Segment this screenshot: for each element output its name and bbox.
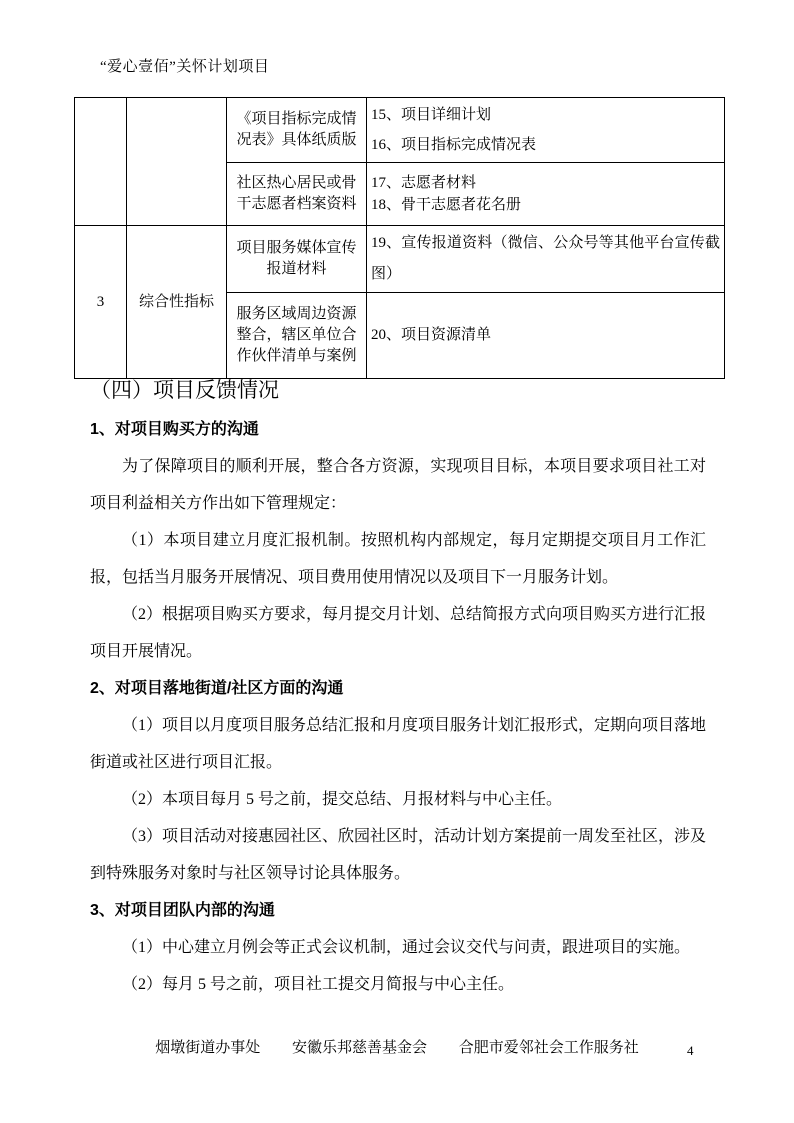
table-cell-material: 社区热心居民或骨干志愿者档案资料 bbox=[227, 163, 367, 226]
subsection-title-3: 3、对项目团队内部的沟通 bbox=[90, 902, 275, 919]
paragraph: （3）项目活动对接惠园社区、欣园社区时，活动计划方案提前一周发至社区，涉及到特殊服务对象时与社区领导讨论具体服务。 bbox=[90, 828, 707, 882]
table-cell-items bbox=[367, 163, 725, 226]
paragraph: （2）根据项目购买方要求，每月提交月计划、总结简报方式向项目购买方进行汇报项目开展情况。 bbox=[90, 606, 707, 660]
paragraph: （2）每月 5 号之前，项目社工提交月简报与中心主任。 bbox=[122, 976, 515, 993]
table-item: 20、项目资源清单 bbox=[371, 327, 492, 343]
table-item: 16、项目指标完成情况表 bbox=[371, 137, 537, 153]
table-row bbox=[75, 226, 725, 293]
section-heading: （四）项目反馈情况 bbox=[90, 378, 279, 402]
table-cell-category-empty bbox=[127, 98, 227, 226]
table-cell-category: 综合性指标 bbox=[127, 226, 227, 379]
paragraph: （1）中心建立月例会等正式会议机制，通过会议交代与问责，跟进项目的实施。 bbox=[122, 939, 691, 956]
footer-organizations bbox=[0, 1036, 794, 1057]
table-cell-material: 项目服务媒体宣传报道材料 bbox=[227, 226, 367, 293]
table-cell-items bbox=[367, 293, 725, 379]
subsection-title-2: 2、对项目落地街道/社区方面的沟通 bbox=[90, 680, 344, 697]
subsection-title-1: 1、对项目购买方的沟通 bbox=[90, 421, 259, 438]
paragraph: （2）本项目每月 5 号之前，提交总结、月报材料与中心主任。 bbox=[122, 791, 563, 808]
document-header-title: “爱心壹佰”关怀计划项目 bbox=[100, 59, 270, 75]
table-cell-material: 《项目指标完成情况表》具体纸质版 bbox=[227, 98, 367, 163]
table-item: 15、项目详细计划 bbox=[371, 107, 492, 123]
table-item: 18、骨干志愿者花名册 bbox=[371, 197, 522, 213]
table-cell-material: 服务区域周边资源整合，辖区单位合作伙伴清单与案例 bbox=[227, 293, 367, 379]
paragraph: （1）本项目建立月度汇报机制。按照机构内部规定，每月定期提交项目月工作汇报，包括当月服务开展情况、项目费用使用情况以及项目下一月服务计划。 bbox=[90, 532, 706, 586]
main-content bbox=[90, 370, 706, 1003]
table-item: 19、宣传报道资料（微信、公众号等其他平台宣传截图） bbox=[371, 235, 720, 282]
footer-org: 合肥市爱邻社会工作服务社 bbox=[458, 1040, 639, 1056]
table-item: 17、志愿者材料 bbox=[371, 175, 477, 191]
footer-org: 安徽乐邦慈善基金会 bbox=[291, 1040, 427, 1056]
table-cell-index: 3 bbox=[75, 226, 127, 379]
paragraph: 为了保障项目的顺利开展，整合各方资源，实现项目目标，本项目要求项目社工对项目利益相关方作出如下管理规定： bbox=[90, 458, 706, 512]
paragraph: （1）项目以月度项目服务总结汇报和月度项目服务计划汇报形式，定期向项目落地街道或社区进行项目汇报。 bbox=[90, 717, 707, 771]
table-cell-items bbox=[367, 226, 725, 293]
table-cell-items bbox=[367, 98, 725, 163]
table-cell-index-empty bbox=[75, 98, 127, 226]
footer-org: 烟墩街道办事处 bbox=[155, 1040, 261, 1056]
table-row bbox=[75, 98, 725, 163]
indicator-table bbox=[74, 97, 725, 379]
page-number: 4 bbox=[687, 1043, 694, 1058]
